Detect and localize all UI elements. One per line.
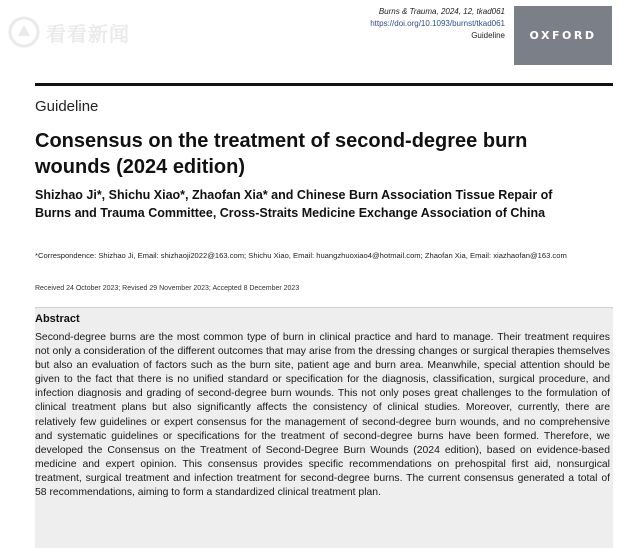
watermark-logo-icon: [8, 16, 40, 48]
abstract-text: Second-degree burns are the most common type of burn in clinical practice and hard to manage. Their treatment requires not only a consideration of the different outcomes that may arise from the dressing changes or surgical therapies themselves but also an evaluation of factors such as the burn site, patient age and burn area. Meanwhile, special attention should be given to the fact that there is no unified standard or specification for the diagnosis, classification, surgical procedure, and infection diagnosis and grading of second-degree burn wounds. This not only poses great challenges to the formulation of clinical treatment plans but also significantly affects the consistency of clinical studies. Moreover, currently, there are relatively few guidelines or expert consensus for the management of second-degree burn wounds, and no comprehensive and systematic guidelines or specifications for the treatment of second-degree burns have been formed. Therefore, we developed the Consensus on the Treatment of Second-Degree Burn Wounds (2024 edition), based on evidence-based medicine and expert opinion. This consensus provides specific recommendations on prehospital first aid, nonsurgical treatment, surgical treatment and infection treatment for second-degree burns. The current consensus generated a total of 58 recommendations, aiming to form a standardized clinical treatment plan.: [35, 332, 610, 499]
article-dates: Received 24 October 2023; Revised 29 November 2023; Accepted 8 December 2023: [35, 285, 300, 292]
article-type: Guideline: [35, 98, 99, 115]
doi-link[interactable]: https://doi.org/10.1093/burnst/tkad061: [370, 19, 505, 28]
author-list: Shizhao Ji*, Shichu Xiao*, Zhaofan Xia* and Chinese Burn Association Tissue Repair of Burns and Trauma Committee, Cross-Straits Medicine Exchange Association of China: [35, 188, 553, 220]
header-rule: [35, 83, 613, 86]
publisher-logo-text: OXFORD: [529, 29, 597, 42]
journal-citation: Burns & Trauma, 2024, 12, tkad061: [378, 7, 505, 16]
publisher-logo: [514, 6, 612, 65]
journal-info: [370, 6, 505, 42]
abstract-heading: Abstract: [35, 313, 80, 325]
watermark: [8, 8, 158, 56]
watermark-text: 看看新闻: [46, 21, 130, 46]
journal-section: Guideline: [471, 31, 505, 40]
correspondence: *Correspondence: Shizhao Ji, Email: shizhaoji2022@163.com; Shichu Xiao, Email: huangzhuoxiao4@hotmail.com; Zhaofan Xia, Email: xiazhaofan@163.com: [35, 251, 567, 260]
article-title: Consensus on the treatment of second-degree burn wounds (2024 edition): [35, 130, 528, 178]
